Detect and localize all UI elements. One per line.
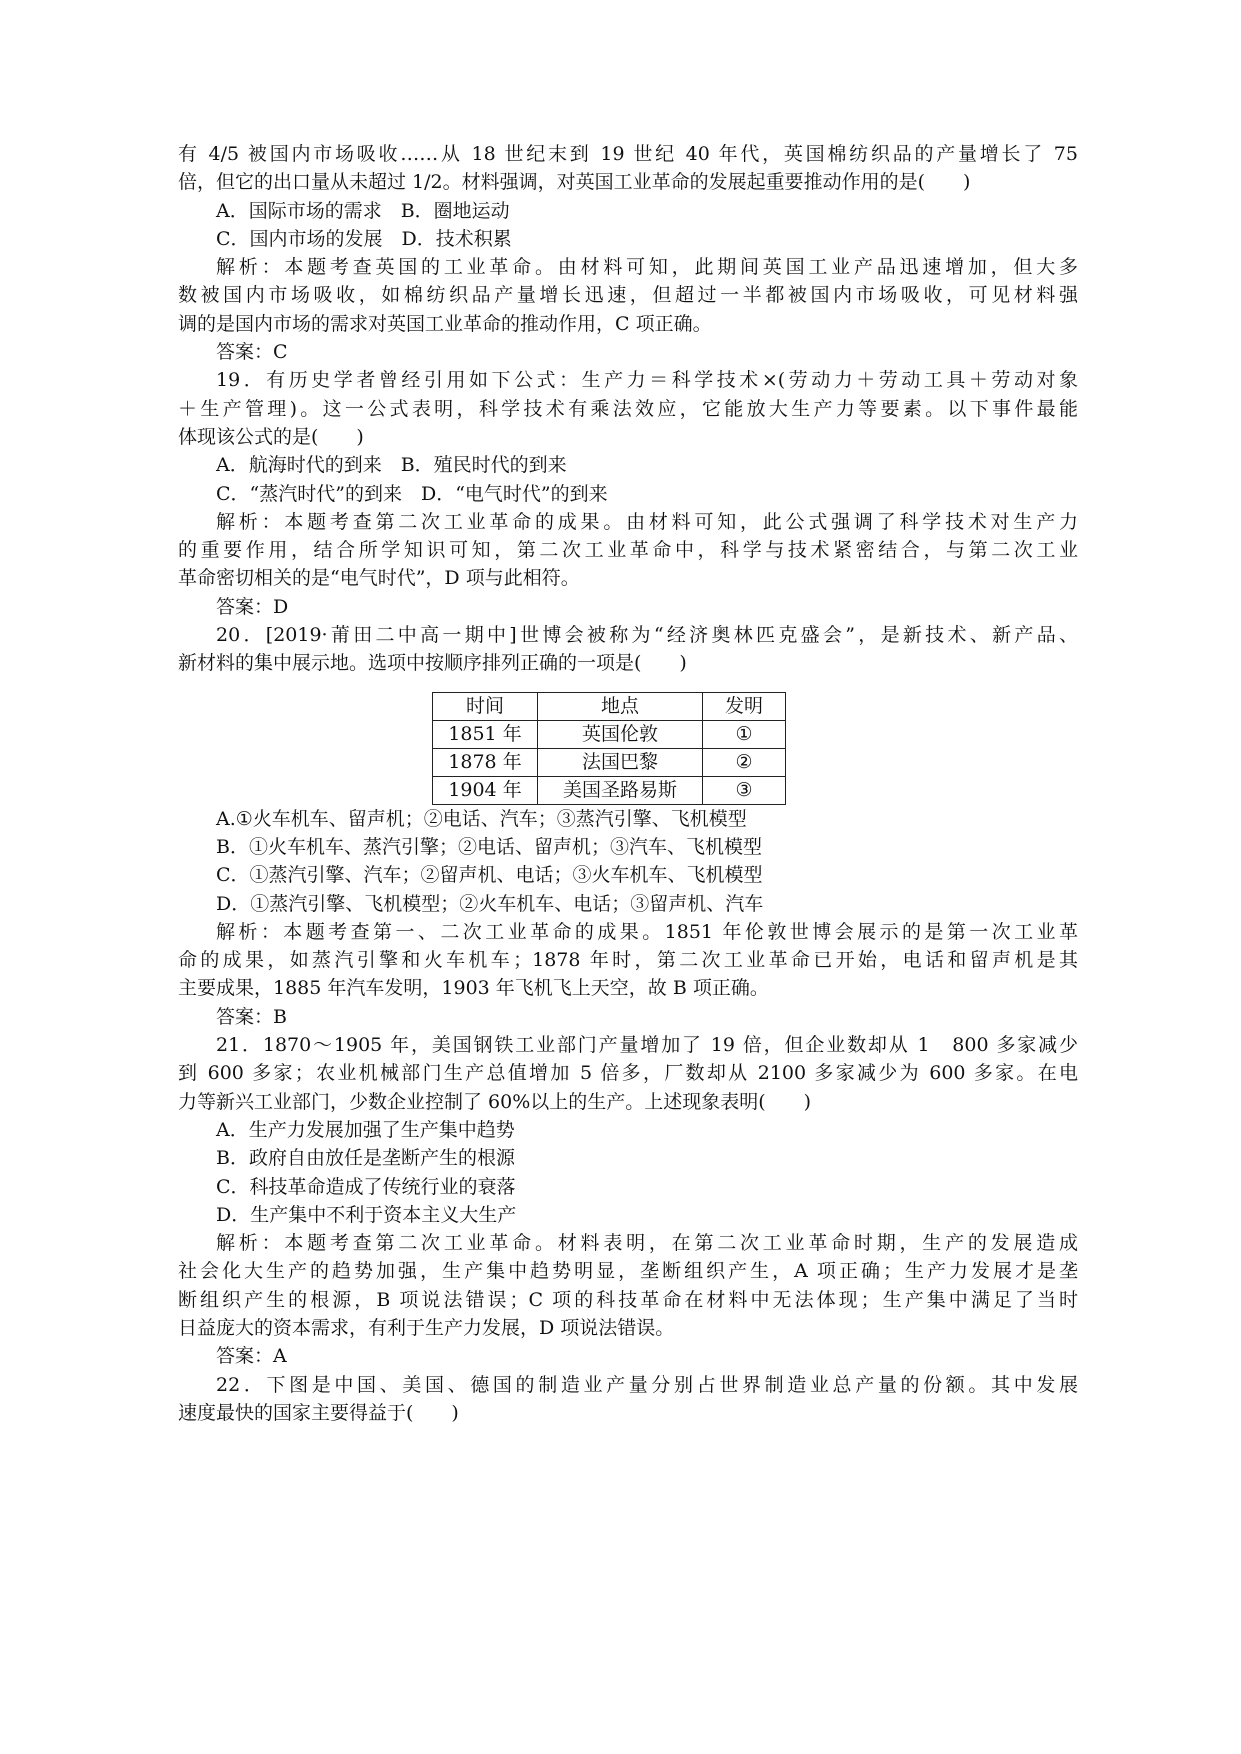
table-header-cell: 地点 [538, 692, 703, 720]
q21-analysis-line: 解析：本题考查第二次工业革命。材料表明，在第二次工业革命时期，生产的发展造成 [216, 1232, 1078, 1255]
table-cell: 美国圣路易斯 [538, 776, 703, 804]
q21-stem-line: 力等新兴工业部门，少数企业控制了 60%以上的生产。上述现象表明( ) [178, 1090, 812, 1113]
table-cell: 英国伦敦 [538, 720, 703, 748]
q20-answer: 答案：B [216, 1005, 287, 1028]
q19-analysis-line: 革命密切相关的是“电气时代”，D 项与此相符。 [178, 567, 580, 590]
q19-answer: 答案：D [216, 595, 289, 618]
question-20 [178, 621, 1078, 1031]
q19-options-cd: C．“蒸汽时代”的到来 D．“电气时代”的到来 [216, 482, 608, 505]
q19-analysis-line: 解析：本题考查第二次工业革命的成果。由材料可知，此公式强调了科学技术对生产力 [216, 510, 1078, 533]
question-19 [178, 366, 1078, 621]
q19-stem-line: 体现该公式的是( ) [178, 425, 364, 448]
table-row [433, 776, 786, 804]
expo-table [432, 692, 786, 805]
q22-stem-line: 22．下图是中国、美国、德国的制造业产量分别占世界制造业总产量的份额。其中发展 [216, 1373, 1078, 1396]
q20-analysis-line: 命的成果，如蒸汽引擎和火车机车；1878 年时，第二次工业革命已开始，电话和留声机是其 [178, 949, 1078, 972]
document-page [178, 140, 1078, 1427]
question-21 [178, 1031, 1078, 1371]
q18-stem-line: 倍，但它的出口量从未超过 1/2。材料强调，对英国工业革命的发展起重要推动作用的是( ) [178, 171, 971, 194]
q18-analysis-line: 数被国内市场吸收，如棉纺织品产量增长迅速，但超过一半都被国内市场吸收，可见材料强 [178, 284, 1078, 307]
q18-analysis-line: 调的是国内市场的需求对英国工业革命的推动作用，C 项正确。 [178, 312, 712, 335]
q20-option-c: C．①蒸汽引擎、汽车；②留声机、电话；③火车机车、飞机模型 [216, 864, 763, 887]
q20-analysis-line: 主要成果，1885 年汽车发明，1903 年飞机飞上天空，故 B 项正确。 [178, 977, 769, 1000]
q19-stem-line: 19．有历史学者曾经引用如下公式：生产力＝科学技术×(劳动力＋劳动工具＋劳动对象 [216, 369, 1078, 392]
q20-option-a: A.①火车机车、留声机；②电话、汽车；③蒸汽引擎、飞机模型 [216, 807, 747, 830]
q21-analysis-line: 日益庞大的资本需求，有利于生产力发展，D 项说法错误。 [178, 1316, 675, 1339]
q20-stem-line: 20．[2019·莆田二中高一期中]世博会被称为“经济奥林匹克盛会”，是新技术、新产品、 [216, 624, 1078, 647]
q22-stem-line: 速度最快的国家主要得益于( ) [178, 1401, 459, 1424]
question-22 [178, 1371, 1078, 1428]
table-cell: 1878 年 [433, 748, 538, 776]
table-cell: 1851 年 [433, 720, 538, 748]
q21-option-b: B．政府自由放任是垄断产生的根源 [216, 1147, 515, 1170]
table-cell: 法国巴黎 [538, 748, 703, 776]
q21-stem-line: 21．1870～1905 年，美国钢铁工业部门产量增加了 19 倍，但企业数却从 1 800 多家减少 [216, 1034, 1078, 1057]
q18-options-ab: A．国际市场的需求 B．圈地运动 [216, 199, 510, 222]
expo-table-wrapper [178, 692, 1078, 805]
table-header-row [433, 692, 786, 720]
q21-option-a: A．生产力发展加强了生产集中趋势 [216, 1118, 515, 1141]
q21-option-d: D．生产集中不利于资本主义大生产 [216, 1203, 517, 1226]
q21-stem-line: 到 600 多家；农业机械部门生产总值增加 5 倍多，厂数却从 2100 多家减少为 600 多家。在电 [178, 1062, 1078, 1085]
q21-answer: 答案：A [216, 1345, 287, 1368]
q19-options-ab: A．航海时代的到来 B．殖民时代的到来 [216, 454, 567, 477]
q19-analysis-line: 的重要作用，结合所学知识可知，第二次工业革命中，科学与技术紧密结合，与第二次工业 [178, 539, 1078, 562]
q19-stem-line: ＋生产管理)。这一公式表明，科学技术有乘法效应，它能放大生产力等要素。以下事件最能 [178, 397, 1078, 420]
table-header-cell: 发明 [703, 692, 786, 720]
q21-option-c: C．科技革命造成了传统行业的衰落 [216, 1175, 516, 1198]
q21-analysis-line: 断组织产生的根源，B 项说法错误；C 项的科技革命在材料中无法体现；生产集中满足了当时 [178, 1288, 1078, 1311]
table-cell: ① [703, 720, 786, 748]
q20-stem-line: 新材料的集中展示地。选项中按顺序排列正确的一项是( ) [178, 652, 687, 675]
q21-analysis-line: 社会化大生产的趋势加强，生产集中趋势明显，垄断组织产生，A 项正确；生产力发展才是垄 [178, 1260, 1078, 1283]
table-header-cell: 时间 [433, 692, 538, 720]
question-18 [178, 140, 1078, 366]
q20-analysis-line: 解析：本题考查第一、二次工业革命的成果。1851 年伦敦世博会展示的是第一次工业革 [216, 920, 1078, 943]
q18-stem-line: 有 4/5 被国内市场吸收……从 18 世纪末到 19 世纪 40 年代，英国棉纺织品的产量增长了 75 [178, 143, 1078, 165]
q18-answer: 答案：C [216, 341, 288, 364]
table-cell: ② [703, 748, 786, 776]
q18-analysis-line: 解析：本题考查英国的工业革命。由材料可知，此期间英国工业产品迅速增加，但大多 [216, 256, 1078, 279]
table-row [433, 720, 786, 748]
q20-option-b: B．①火车机车、蒸汽引擎；②电话、留声机；③汽车、飞机模型 [216, 835, 762, 858]
table-cell: ③ [703, 776, 786, 804]
q18-options-cd: C．国内市场的发展 D．技术积累 [216, 227, 512, 250]
q20-option-d: D．①蒸汽引擎、飞机模型；②火车机车、电话；③留声机、汽车 [216, 892, 764, 915]
table-row [433, 748, 786, 776]
table-cell: 1904 年 [433, 776, 538, 804]
